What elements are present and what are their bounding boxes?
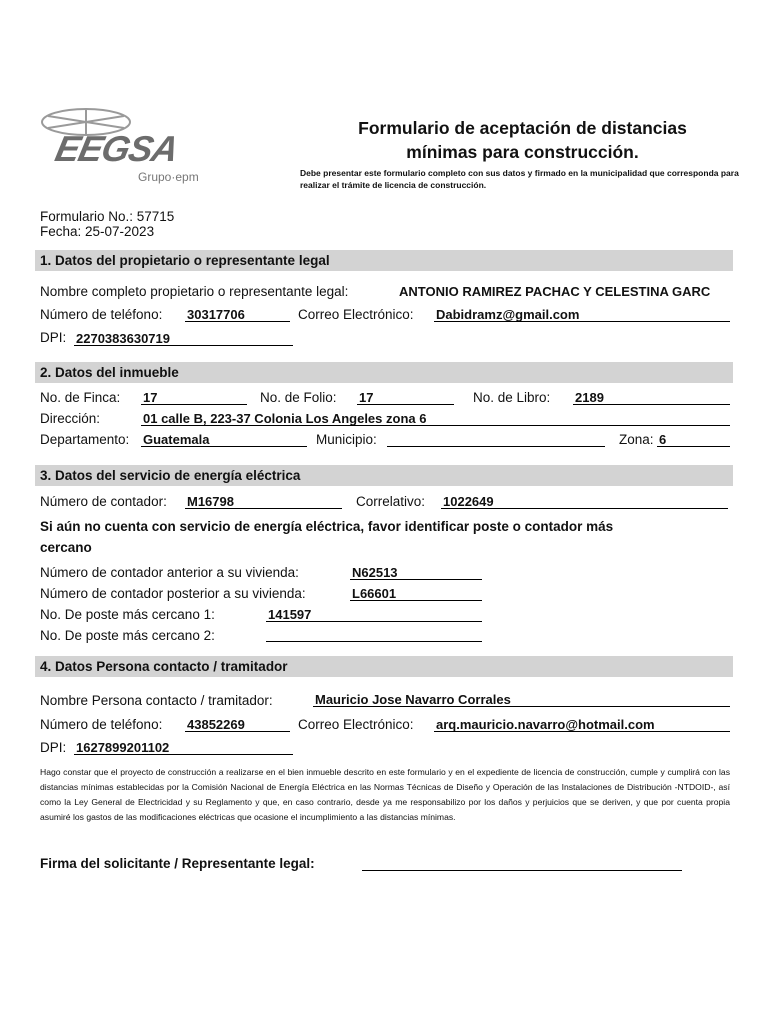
departamento-field[interactable]: Guatemala xyxy=(141,432,307,447)
form-date: Fecha: 25-07-2023 xyxy=(40,224,155,239)
pole1-field[interactable]: 141597 xyxy=(266,607,482,622)
pole1-label: No. De poste más cercano 1: xyxy=(40,607,215,622)
form-title-line2: mínimas para construcción. xyxy=(406,142,639,162)
contact-email-label: Correo Electrónico: xyxy=(298,717,414,732)
municipio-field[interactable] xyxy=(387,432,605,447)
municipio-label: Municipio: xyxy=(316,432,377,447)
logo-subtext: Grupo·epm xyxy=(138,170,199,184)
direccion-label: Dirección: xyxy=(40,411,101,426)
nearest-pole-notice-line2: cercano xyxy=(40,540,92,555)
owner-name-field[interactable]: ANTONIO RAMIREZ PACHAC Y CELESTINA GARC xyxy=(399,284,711,299)
departamento-label: Departamento: xyxy=(40,432,130,447)
meter-number-label: Número de contador: xyxy=(40,494,167,509)
signature-field[interactable] xyxy=(362,856,682,871)
section-2-header: 2. Datos del inmueble xyxy=(35,362,733,383)
contact-phone-label: Número de teléfono: xyxy=(40,717,163,732)
nearest-pole-notice-line1: Si aún no cuenta con servicio de energía eléctrica, favor identificar poste o contador más xyxy=(40,519,614,534)
libro-field[interactable]: 2189 xyxy=(573,390,730,405)
eegsa-logo xyxy=(38,106,228,186)
zona-field[interactable]: 6 xyxy=(657,432,730,447)
signature-label: Firma del solicitante / Representante legal: xyxy=(40,856,315,871)
next-meter-label: Número de contador posterior a su vivienda: xyxy=(40,586,306,601)
contact-dpi-field[interactable]: 1627899201102 xyxy=(74,740,293,755)
owner-dpi-label: DPI: xyxy=(40,330,67,345)
owner-phone-field[interactable]: 30317706 xyxy=(185,307,290,322)
correlativo-field[interactable]: 1022649 xyxy=(441,494,728,509)
owner-email-label: Correo Electrónico: xyxy=(298,307,414,322)
owner-email-field[interactable]: Dabidramz@gmail.com xyxy=(434,307,730,322)
form-title xyxy=(300,116,745,164)
folio-label: No. de Folio: xyxy=(260,390,337,405)
prev-meter-label: Número de contador anterior a su vivienda: xyxy=(40,565,299,580)
finca-label: No. de Finca: xyxy=(40,390,121,405)
libro-label: No. de Libro: xyxy=(473,390,551,405)
form-title-line1: Formulario de aceptación de distancias xyxy=(358,118,687,138)
zona-label: Zona: xyxy=(619,432,654,447)
correlativo-label: Correlativo: xyxy=(356,494,426,509)
contact-email-field[interactable]: arq.mauricio.navarro@hotmail.com xyxy=(434,717,730,732)
contact-name-field[interactable]: Mauricio Jose Navarro Corrales xyxy=(313,692,730,707)
next-meter-field[interactable]: L66601 xyxy=(350,586,482,601)
direccion-field[interactable]: 01 calle B, 223-37 Colonia Los Angeles zona 6 xyxy=(141,411,730,426)
form-number: Formulario No.: 57715 xyxy=(40,209,175,224)
section-1-header: 1. Datos del propietario o representante legal xyxy=(35,250,733,271)
finca-field[interactable]: 17 xyxy=(141,390,247,405)
prev-meter-field[interactable]: N62513 xyxy=(350,565,482,580)
form-instructions: Debe presentar este formulario completo con sus datos y firmado en la municipalidad que corresponda para realizar el trámite de licencia de construcción. xyxy=(300,168,739,190)
folio-field[interactable]: 17 xyxy=(357,390,454,405)
section-3-header: 3. Datos del servicio de energía eléctrica xyxy=(35,465,733,486)
owner-name-label: Nombre completo propietario o representante legal: xyxy=(40,284,349,299)
legal-declaration: Hago constar que el proyecto de construcción a realizarse en el bien inmueble descrito en este formulario y en el expediente de licencia de construcción, cumple y cumplirá con las distancias mínimas establecidas por la Comisión Nacional de Energía Eléctrica en las Normas Técnicas de Diseño y Operación de las Instalaciones de Distribución -NTDOID-, así como la Ley General de Electricidad y su Reglamento y que, en caso contrario, desde ya me responsabilizo por los daños y perjuicios que se deriven, y que por cuenta propia asumiré los gastos de las modificaciones eléctricas que ocasione el incumplimiento a las distancias mínimas. xyxy=(40,767,730,822)
owner-dpi-field[interactable]: 2270383630719 xyxy=(74,331,293,346)
pole2-field[interactable] xyxy=(266,627,482,642)
owner-phone-label: Número de teléfono: xyxy=(40,307,163,322)
pole2-label: No. De poste más cercano 2: xyxy=(40,628,215,643)
contact-dpi-label: DPI: xyxy=(40,740,67,755)
contact-phone-field[interactable]: 43852269 xyxy=(185,717,290,732)
logo-text: EEGSA xyxy=(51,128,182,169)
section-4-header: 4. Datos Persona contacto / tramitador xyxy=(35,656,733,677)
meter-number-field[interactable]: M16798 xyxy=(185,494,342,509)
contact-name-label: Nombre Persona contacto / tramitador: xyxy=(40,693,273,708)
